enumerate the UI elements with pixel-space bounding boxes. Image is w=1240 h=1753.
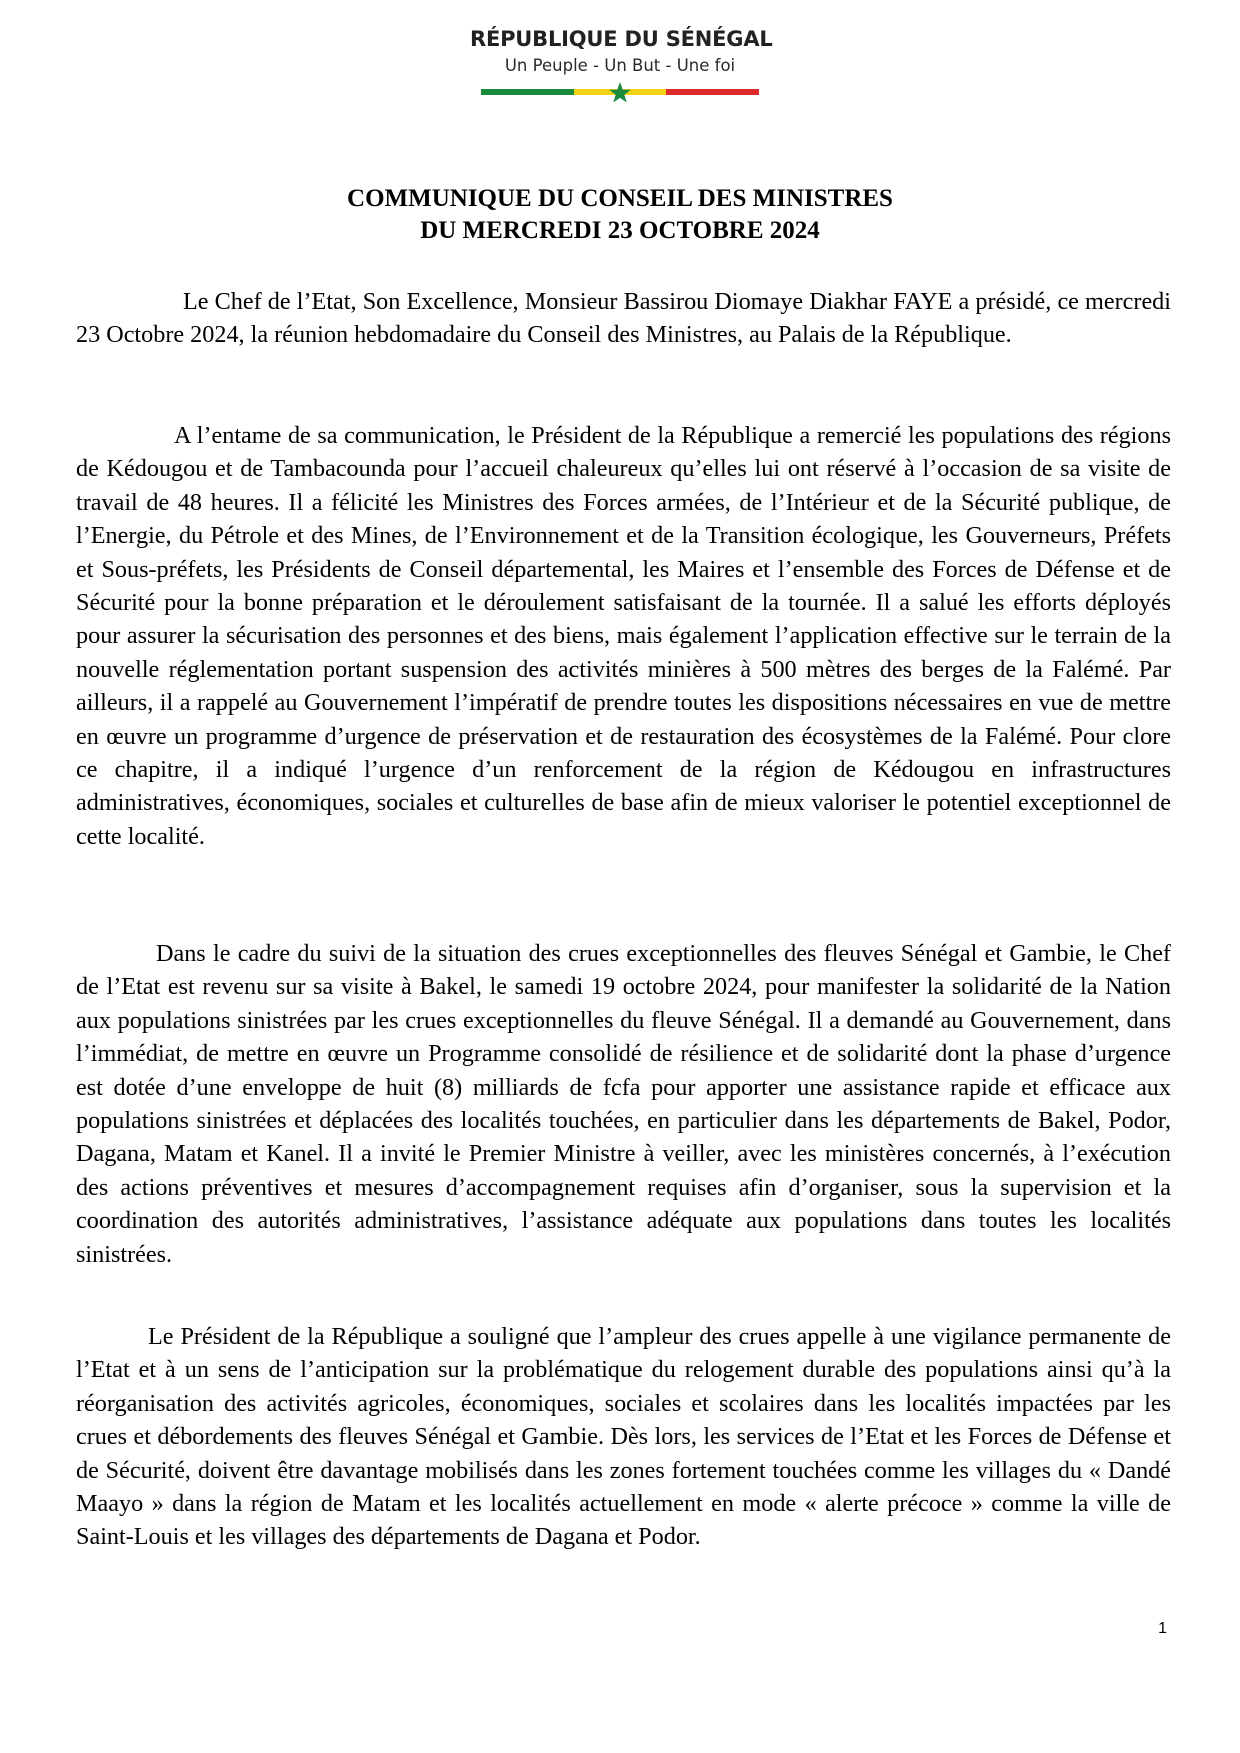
star-icon [608,81,632,105]
page-number: 1 [1158,1620,1167,1637]
paragraph-flood-vigilance: Le Président de la République a souligné que l’ampleur des crues appelle à une vigilance permanente de l’Etat et à un sens de l’anticipation sur la problématique du relogement durable des populations ainsi qu’à la réorganisation des activités agricoles, économiques, sociales et scolaires dans les localités impactées par les crues et débordements des fleuves Sénégal et Gambie. Dès lors, les services de l’Etat et les Forces de Défense et de Sécurité, doivent être davantage mobilisés dans les zones fortement touchées comme les villages du « Dandé Maayo » dans la région de Matam et les localités actuellement en mode « alerte précoce » comme la ville de Saint-Louis et les villages des départements de Dagana et Podor. [76,1323,1171,1551]
letterhead [470,26,773,77]
flag-color-bar [481,86,759,96]
paragraph-opening: Le Chef de l’Etat, Son Excellence, Monsieur Bassirou Diomaye Diakhar FAYE a présidé, ce mercredi 23 Octobre 2024, la réunion hebdomadaire du Conseil des Ministres, au Palais de la République. [76,288,1171,349]
flag-stripe-red [666,89,759,95]
flag-stripe-green [481,89,574,95]
title-line-1: COMMUNIQUE DU CONSEIL DES MINISTRES [347,185,893,212]
national-motto: Un Peuple - Un But - Une foi [504,56,736,75]
republic-name: RÉPUBLIQUE DU SÉNÉGAL [470,27,773,51]
communique-title [60,183,1180,247]
paragraph-flood-response: Dans le cadre du suivi de la situation des crues exceptionnelles des fleuves Sénégal et Gambie, le Chef de l’Etat est revenu sur sa visite à Bakel, le samedi 19 octobre 2024, pour manifester la solidarité de la Nation aux populations sinistrées par les crues exceptionnelles du fleuve Sénégal. Il a demandé au Gouvernement, dans l’immédiat, de mettre en œuvre un Programme consolidé de résilience et de solidarité dont la phase d’urgence est dotée d’une enveloppe de huit (8) milliards de fcfa pour apporter une assistance rapide et efficace aux populations sinistrées et déplacées des localités touchées, en particulier dans les départements de Bakel, Podor, Dagana, Matam et Kanel. Il a invité le Premier Ministre à veiller, avec les ministères concernés, à l’exécution des actions préventives et mesures d’accompagnement requises afin d’organiser, sous la supervision et la coordination des autorités administratives, l’assistance adéquate aux populations dans toutes les localités sinistrées. [76,940,1171,1268]
title-line-2: DU MERCREDI 23 OCTOBRE 2024 [420,217,820,244]
paragraph-president-communication: A l’entame de sa communication, le Président de la République a remercié les populations des régions de Kédougou et de Tambacounda pour l’accueil chaleureux qu’elles lui ont réservé à l’occasion de sa visite de travail de 48 heures. Il a félicité les Ministres des Forces armées, de l’Intérieur et de la Sécurité publique, de l’Energie, du Pétrole et des Mines, de l’Environnement et de la Transition écologique, les Gouverneurs, Préfets et Sous-préfets, les Présidents de Conseil départemental, les Maires et l’ensemble des Forces de Défense et de Sécurité pour la bonne préparation et le déroulement satisfaisant de la tournée. Il a salué les efforts déployés pour assurer la sécurisation des personnes et des biens, mais également l’application effective sur le terrain de la nouvelle réglementation portant suspension des activités minières à 500 mètres des berges de la Falémé. Par ailleurs, il a rappelé au Gouvernement l’impératif de prendre toutes les dispositions nécessaires en vue de mettre en œuvre un programme d’urgence de préservation et de restauration des écosystèmes de la Falémé. Pour clore ce chapitre, il a indiqué l’urgence d’un renforcement de la région de Kédougou en infrastructures administratives, économiques, sociales et culturelles de base afin de mieux valoriser le potentiel exceptionnel de cette localité. [76,422,1171,850]
